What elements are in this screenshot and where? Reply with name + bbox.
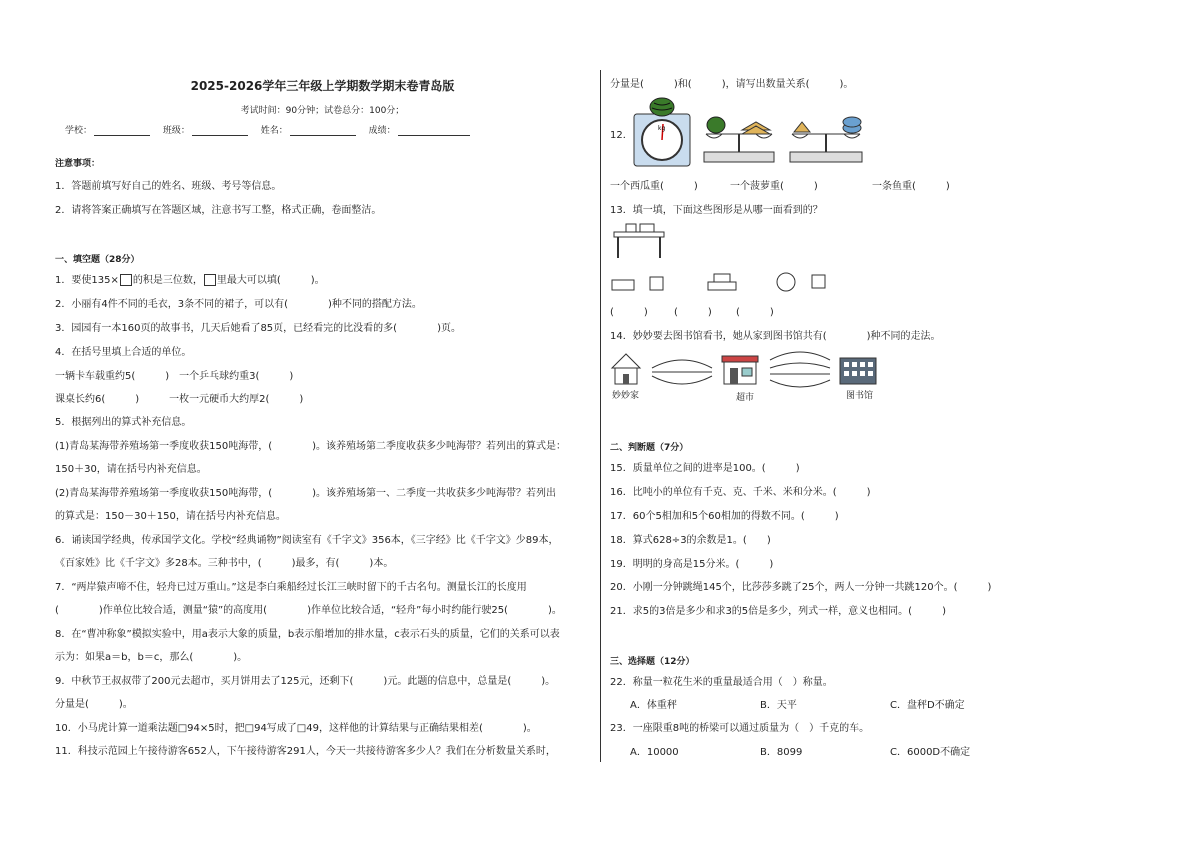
scales-figure	[630, 94, 870, 170]
question-22: 22．称量一粒花生米的重量最适合用（ ）称量。	[610, 677, 833, 688]
question-16: 16．比吨小的单位有千克、克、千米、米和分米。( )	[610, 487, 871, 498]
q12-answer-3: 一条鱼重( )	[872, 181, 950, 192]
question-4-row-2: 课桌长约6( ) 一枚一元硬币大约厚2( )	[55, 394, 304, 405]
name-label: 姓名：	[260, 126, 288, 136]
question-20: 20．小刚一分钟跳绳145个，比莎莎多跳了25个，两人一分钟一共跳120个。( )	[610, 582, 992, 593]
question-3: 3．园园有一本160页的故事书，几天后她看了85页，已经看完的比没看的多( )页。	[55, 323, 461, 334]
question-21: 21．求5的3倍是多少和求3的5倍是多少，列式一样，意义也相同。( )	[610, 606, 946, 617]
question-8-line-1: 8．在“曹冲称象”模拟实验中，用a表示大象的质量，b表示船增加的排水量，c表示石头的质量，它们的关系可以表	[55, 629, 560, 640]
views-figure	[610, 222, 830, 294]
view-shape-small-square	[812, 275, 825, 288]
house-icon	[612, 354, 640, 384]
section1-heading: 一、填空题（28分）	[55, 255, 140, 265]
question-10: 10．小马虎计算一道乘法题□94×5时，把□94写成了□49，这样他的计算结果与正确结果相差( )。	[55, 723, 537, 734]
question-1: 1．要使135× 的积是三位数， 里最大可以填( )。	[55, 275, 325, 286]
question-8-line-2: 示为：如果a＝b，b＝c，那么( )。	[55, 652, 248, 663]
question-9-line-2: 分量是( )。	[55, 699, 133, 710]
route-line	[652, 360, 712, 368]
view-shape-circle	[777, 273, 795, 291]
route-line	[770, 363, 830, 368]
question-11-continued: 分量是( )和( )，请写出数量关系( )。	[610, 79, 854, 90]
svg-text:kg: kg	[658, 125, 666, 132]
exam-info: 考试时间：90分钟；试卷总分：100分；	[240, 106, 405, 116]
question-11: 11．科技示范园上午接待游客652人，下午接待游客291人，今天一共接待游客多少人？我们在分析数量关系时，	[55, 746, 556, 757]
student-info-fields	[65, 125, 480, 138]
route-line	[770, 380, 830, 387]
view-shape-step	[708, 282, 736, 290]
route-line	[652, 376, 712, 384]
question-19: 19．明明的身高是15分米。( )	[610, 559, 774, 570]
question-13: 13．填一填，下面这些图形是从哪一面看到的？	[610, 205, 823, 216]
school-blank[interactable]	[94, 126, 150, 136]
notice-item-2: 2．请将答案正确填写在答题区域，注意书写工整，格式正确，卷面整洁。	[55, 205, 382, 216]
supermarket-icon	[722, 356, 758, 384]
q12-answer-1: 一个西瓜重( )	[610, 181, 698, 192]
question-7-line-1: 7．“两岸猿声啼不住，轻舟已过万重山。”这是李白乘船经过长江三峡时留下的千古名句。测量长江的长度用	[55, 582, 527, 593]
class-label: 班级：	[162, 126, 190, 136]
question-12-number: 12．	[610, 130, 633, 141]
score-label: 成绩：	[368, 126, 396, 136]
q23-option-c: C．6000D不确定	[890, 747, 971, 758]
balance-scale-icon	[704, 117, 774, 162]
question-6-line-1: 6．诵读国学经典，传承国学文化。学校“经典诵物”阅读室有《千字文》356本，《三字经》比《千字文》少89本，	[55, 535, 559, 546]
question-23: 23．一座限重8吨的桥梁可以通过质量为（ ）千克的车。	[610, 723, 870, 734]
notice-item-1: 1．答题前填写好自己的姓名、班级、考号等信息。	[55, 181, 282, 192]
blank-box	[204, 274, 216, 286]
question-4-row-1: 一辆卡车载重约5( ) 一个乒乓球约重3( )	[55, 371, 294, 382]
library-icon	[840, 358, 876, 384]
label-supermarket: 超市	[736, 393, 755, 403]
q13-blank-3: ( )	[736, 307, 774, 318]
q13-blank-1: ( )	[610, 307, 648, 318]
table-icon	[614, 224, 664, 258]
school-label: 学校：	[65, 126, 93, 136]
view-shape-rectangle	[612, 280, 634, 290]
route-line	[770, 352, 830, 360]
question-18: 18．算式628÷3的余数是1。( )	[610, 535, 771, 546]
page-title: 2025-2026学年三年级上学期数学期末卷青岛版	[190, 79, 455, 93]
watermelon-icon	[650, 98, 674, 116]
q22-option-b: B．天平	[760, 700, 797, 711]
q23-option-b: B．8099	[760, 747, 803, 758]
column-divider	[600, 70, 601, 762]
q22-option-a: A．体重秤	[630, 700, 677, 711]
q12-answer-2: 一个菠萝重( )	[730, 181, 818, 192]
score-blank[interactable]	[398, 126, 470, 136]
question-6-line-2: 《百家姓》比《千字文》多28本。三种书中，( )最多，有( )本。	[55, 558, 394, 569]
q13-blank-2: ( )	[674, 307, 712, 318]
question-5-1-line-1: (1)青岛某海带养殖场第一季度收获150吨海带，( )。该养殖场第二季度收获多少吨海带？若列出的算式是：	[55, 441, 567, 452]
q22-option-c: C．盘秤D不确定	[890, 700, 965, 711]
class-blank[interactable]	[192, 126, 248, 136]
name-blank[interactable]	[290, 126, 356, 136]
question-9-line-1: 9．中秋节王叔叔带了200元去超市，买月饼用去了125元，还剩下( )元。此题的信息中，总量是( )。	[55, 676, 556, 687]
section3-heading: 三、选择题（12分）	[610, 657, 695, 667]
question-15: 15．质量单位之间的进率是100。( )	[610, 463, 800, 474]
question-2: 2．小丽有4件不同的毛衣，3条不同的裙子，可以有( )种不同的搭配方法。	[55, 299, 422, 310]
blank-box	[120, 274, 132, 286]
question-14: 14．妙妙要去图书馆看书，她从家到图书馆共有( )种不同的走法。	[610, 331, 941, 342]
q23-option-a: A．10000	[630, 747, 679, 758]
question-5-2-line-1: (2)青岛某海带养殖场第一季度收获150吨海带，( )。该养殖场第一、二季度一共收获多少吨海带？若列出	[55, 488, 557, 499]
question-5-2-line-2: 的算式是：150－30＋150，请在括号内补充信息。	[55, 511, 286, 522]
question-5: 5．根据列出的算式补充信息。	[55, 417, 192, 428]
view-shape-square	[650, 277, 663, 290]
question-5-1-line-2: 150＋30，请在括号内补充信息。	[55, 464, 207, 475]
notice-heading: 注意事项：	[55, 159, 101, 169]
question-4: 4．在括号里填上合适的单位。	[55, 347, 192, 358]
question-17: 17．60个5相加和5个60相加的得数不同。( )	[610, 511, 839, 522]
question-7-line-2: ( )作单位比较合适，测量“猿”的高度用( )作单位比较合适，“轻舟”每小时约能行驶25( )。	[55, 605, 562, 616]
balance-scale-icon	[790, 117, 862, 162]
section2-heading: 二、判断题（7分）	[610, 443, 689, 453]
label-library: 图书馆	[846, 391, 874, 401]
label-home: 妙妙家	[612, 391, 640, 401]
